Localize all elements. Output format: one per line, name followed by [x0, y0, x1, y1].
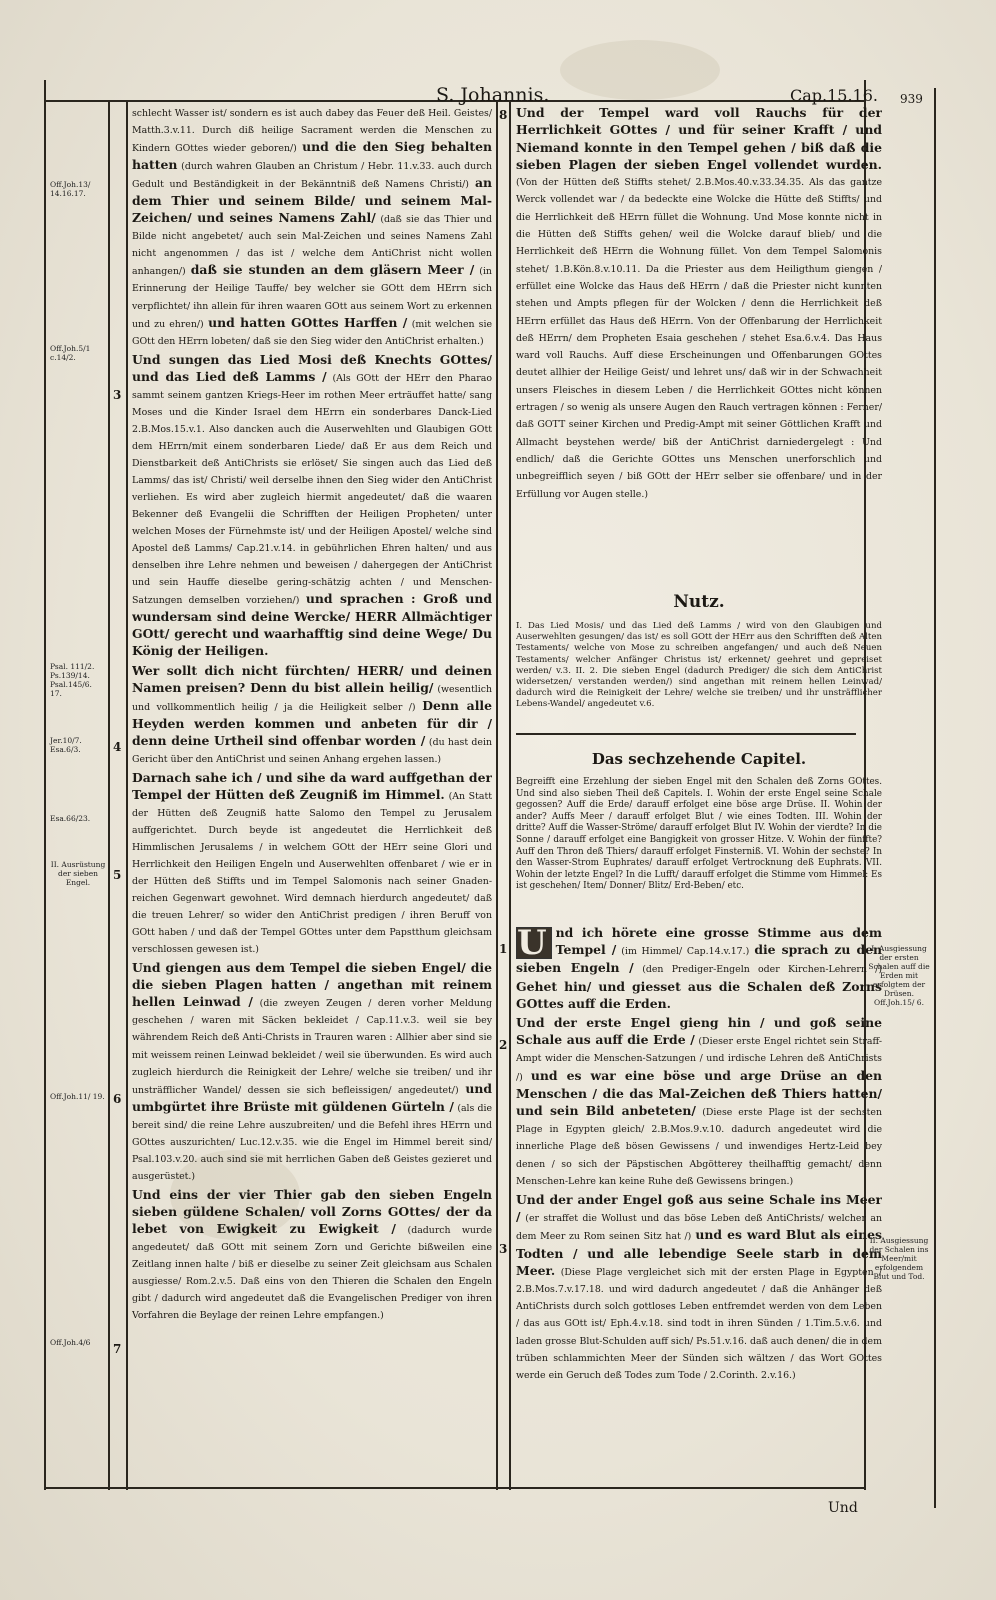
scripture-text: Und eins der vier Thier gab den sieben Engeln sieben güldene Schalen/ voll Zorns GOttes/ der da lebet von Ewigkeit zu Ewigkeit / — [132, 1186, 492, 1236]
margin-note: Esa.66/23. — [50, 814, 91, 823]
margin-note: Off.Joh.11/ 19. — [50, 1092, 105, 1101]
margin-note: Off.Joh.13/ 14.16.17. — [50, 180, 91, 198]
margin-note: Off.Joh.4/6 — [50, 1338, 91, 1347]
running-title: S. Johannis. — [436, 84, 550, 106]
verse-number: 6 — [113, 1092, 122, 1106]
commentary: (Diese erste Plage ist der sechsten Plage in Egypten gleich/ 2.B.Mos.9.v.10. dadurch angedeutet wird die innerliche Plage deß bösen Gewissens / und inwendiges Hertz-Leid bey denen / so sich der Päpstischen Abgötterey theilhafftig gemacht/ denn Menschen-Lehre kan keine Ruhe deß Gewissens bringen.) — [516, 1107, 882, 1187]
scripture-text: Und der Tempel ward voll Rauchs für der Herrlichkeit GOttes / und für seiner Krafft / und Niemand konnte in den Tempel gehen / biß daß die sieben Plagen der sieben Engel vollendet wurden. — [516, 105, 882, 172]
footer-rule — [44, 1487, 864, 1489]
commentary: (durch wahren Glauben an Christum / Hebr. 11.v.33. auch durch Gedult und Beständigkeit in der Bekänntniß deß Namens Christi/) — [132, 161, 492, 191]
verse-number: 3 — [113, 388, 122, 402]
commentary: (in Erinnerung der Heilige Tauffe/ bey welcher sie GOtt dem HErrn sich verpflichtet/ ihn allein für ihren waaren GOtt aus seinem Wort zu erkennen und zu ehren/) — [132, 266, 492, 330]
margin-note: Jer.10/7. Esa.6/3. — [50, 736, 82, 754]
left-text-column — [132, 105, 492, 1483]
scripture-text: Darnach sahe ich / und sihe da ward auffgethan der Tempel der Hütten deß Zeugniß im Himmel. — [132, 769, 492, 802]
section-rule — [516, 733, 856, 735]
right-margin-note: I. Ausgiessung der ersten Schalen auff die Erden mit erfolgtem der Drüsen. Off.Joh.15/ 6. — [868, 944, 930, 1007]
verse-rule-left — [126, 100, 128, 1490]
right-margin-note: II. Ausgiessung der Schalen ins Meer/mit erfolgendem Blut und Tod. — [869, 1236, 929, 1281]
scripture-text: Denn alle Heyden werden kommen und anbeten für dir / denn deine Urtheil sind offenbar worden / — [132, 697, 492, 748]
nutz-paragraph: I. Das Lied Mosis/ und das Lied deß Lamms / wird von den Glaubigen und Auserwehlten gesungen/ das ist/ es soll GOtt der HErr aus den Schrifften deß Alten Testaments/ welche von Mose zu schreiben angefangen/ und auch deß Neuen Testaments/ welcher Anfänger Christus ist/ erkennet/ geehret und gepreiset werden/ v.3. II. 2. Die sieben Engel (dadurch Prediger/ die sich dem AntiChrist widersetzen/ verstanden werden/) sind angethan mit reinem hellen Leinwad/ dadurch wird die Reinigkeit der Lehre/ welche sie treiben/ und ihr unsträfflicher Lebens-Wandel/ angedeutet v.6. — [516, 621, 882, 710]
commentary: (den Prediger-Engeln oder Kirchen-Lehrern /) — [642, 964, 882, 976]
margin-note: II. Ausrüstung der sieben Engel. — [50, 860, 106, 887]
scripture-text: Gehet hin/ und giesset aus die Schalen deß Zorns GOttes auff die Erden. — [516, 978, 882, 1011]
scripture-text: Und giengen aus dem Tempel die sieben Engel/ die die sieben Plagen hatten / angethan mit reinem hellen Leinwad / — [132, 960, 492, 1010]
scripture-text: Und der erste Engel gieng hin / und goß seine Schale aus auff die Erde / — [516, 1015, 882, 1048]
chapter-label: Cap.15.16. — [790, 86, 878, 105]
commentary: (Von der Hütten deß Stiffts stehet/ 2.B.Mos.40.v.33.34.35. Als das gantze Werck vollendet war / da bedeckte eine Wolcke die Hütte deß Stiffts/ und die Herrlichkeit deß HErrn füllet die Wohnung. Und Mose konnte nicht in die Hütten deß Stiffts gehen/ weil die Wolcke darauf blieb/ und die Herrlichkeit deß HErrn die Wohnung füllet. Von dem Tempel Salomonis stehet/ 1.B.Kön.8.v.10.11. Da die Priester aus dem Heiligthum giengen / erfüllet eine Wolcke das Haus deß HErrn / daß die Priester nicht kunnten stehen und Ampts pflegen für der Wolcken / denn die Herrlichkeit deß HErrn erfüllet das Haus deß HErrn. Von der Offenbarung der Herrlichkeit deß HErrn/ dem Propheten Esaia geschehen / stehet Esa.6.v.4. Das Haus ward voll Rauchs. Auff diese Erscheinungen und Offenbarungen GOttes deutet allhier der Heilige Geist/ und lehret uns/ daß wir in der Schwachheit unsers Fleisches in diesem Leben / die Herrlichkeit GOttes nicht können ertragen / so wenig als unsere Augen den Rauch vertragen können : Ferner/ daß GOTT seiner Kirchen und Predig-Ampt mit seiner Göttlichen Krafft und Allmacht beystehen werde/ biß der AntiChrist darniedergelegt : Und endlich/ daß die Gerichte GOttes uns Menschen unerforschlich und unbegreifflich seyen / biß GOtt der HErr selber sie offenbare/ und in der Erfüllung vor Augen stelle.) — [516, 177, 882, 500]
commentary: (wesentlich und vollkommentlich heilig / ja die Heiligkeit selber /) — [132, 683, 492, 713]
commentary: schlecht Wasser ist/ sondern es ist auch dabey das Feuer deß Heil. Geistes/ Matth.3.v.11. Durch diß heilige Sacrament werden die Menschen zu Kindern GOttes wieder geboren/) — [132, 108, 492, 155]
scripture-text: und es war eine böse und arge Drüse an den Menschen / die das Mal-Zeichen deß Thiers hatten/ und sein Bild anbeteten/ — [516, 1067, 882, 1119]
verse-number: 5 — [113, 868, 122, 882]
scripture-text: und es ward Blut als eines Todten / und alle lebendige Seele starb in dem Meer. — [516, 1227, 882, 1278]
catchword: Und — [828, 1500, 858, 1516]
outer-right-rule — [934, 88, 936, 1508]
commentary: (Als GOtt der HErr den Pharao sammt seinem gantzen Kriegs-Heer im rothen Meer erträuffet hatte/ sang Moses und die Kinder Israel dem HErrn ein sonderbares Danck-Lied 2.B.Mos.15.v.1. Also dancken auch die Auserwehlten und Glaubigen GOtt dem HErrn/mit einem sonderbaren Liede/ daß Er aus dem Reich und Dienstbarkeit deß AntiChrists sie erlöset/ Sie singen auch das Lied deß Lamms/ das ist/ Christi/ weil derselbe ihnen den Sieg wider den AntiChrist verliehen. Es wird aber zugleich hiermit angedeutet/ daß die waaren Bekenner deß Evangelii die Schrifften der Heiligen Propheten/ unter welchen Moses der Fürnehmste ist/ und der Heiligen Apostel/ welche sind Apostel deß Lamms/ Cap.21.v.14. in gebührlichen Ehren halten/ und aus denselben ihre Lehre nehmen und beweisen / dahergegen der AntiChrist und sein Hauffe dieselbe gering-schätzig achten / und Menschen-Satzungen demselben vorziehen/) — [132, 372, 492, 607]
scripture-text: Und sungen das Lied Mosi deß Knechts GOttes/ und das Lied deß Lamms / — [132, 351, 492, 384]
commentary: (Diese Plage vergleichet sich mit der ersten Plage in Egypten / 2.B.Mos.7.v.17.18. und wird dadurch angedeutet / daß die Anhänger deß AntiChrists durch solch gottloses Leben entfremdet werden von dem Leben / das aus GOtt ist/ Eph.4.v.18. sind todt in ihren Sünden / 1.Tim.5.v.6. und laden grosse Blut-Schulden auff sich/ Ps.51.v.16. daß auch denen/ die in dem trüben schlammichten Meer der Sünden sich wältzen / das Wort GOttes werde ein Geruch deß Todes zum Tode / 2.Corinth. 2.v.16.) — [516, 1266, 882, 1382]
column-divider-rule-2 — [509, 100, 511, 1490]
scripture-text: an dem Thier und seinem Bilde/ und seinem Mal-Zeichen/ und seines Namens Zahl/ — [132, 175, 492, 226]
scripture-text: die sprach zu den sieben Engeln / — [516, 942, 882, 976]
scripture-text: daß sie stunden an dem gläsern Meer / — [190, 262, 475, 278]
commentary: (du hast dein Gericht über den AntiChrist und seinen Anhang ergehen lassen.) — [132, 736, 492, 765]
commentary: (Dieser erste Engel richtet sein Straff-Ampt wider die Menschen-Satzungen / und irdische Lehren deß AntiChrists /) — [516, 1036, 882, 1083]
margin-rule-left — [108, 100, 110, 1490]
commentary: (er straffet die Wollust und das böse Leben deß AntiChrists/ welcher an dem Meer zu Rom seinen Sitz hat /) — [516, 1213, 882, 1243]
commentary: (An Statt der Hütten deß Zeugniß hatte Salomo den Tempel zu Jerusalem auffgerichtet. Durch beyde ist angedeutet die Herrlichkeit deß Himmlischen Jerusalems / in welchem GOtt der HErr seine Glori und Herrlichkeit den Heiligen Engeln und Auserwehlten offenbaret / wie er in der Hütten deß Stiffts und im Tempel Salomonis nach seiner Gnaden-reichen Gegenwart gewohnet. Wird demnach hierdurch angedeutet/ daß die treuen Lehrer/ so wider den AntiChrist predigen / ihren Beruff von GOtt haben / und daß der Tempel GOttes unter dem Papstthum gleichsam verschlossen gewesen ist.) — [132, 790, 492, 956]
summary-paragraph: Begreifft eine Erzehlung der sieben Engel mit den Schalen deß Zorns GOttes. Und sind also sieben Theil deß Capitels. I. Wohin der erste Engel seine Schale gegossen? Auff die Erde/ darauff erfolget eine böse arge Drüse. II. Wohin der ander? Auffs Meer / darauff erfolget Blut / wie eines Todten. III. Wohin der dritte? Auff die Wasser-Ströme/ darauff erfolget Blut IV. Wohin der vierdte? In die Sonne / darauff erfolget eine Bangigkeit von grosser Hitze. V. Wohin der fünffte? Auff den Thron deß Thiers/ darauff erfolget Finsterniß. VI. Wohin der sechste? In den Wasser-Strom Euphrates/ darauff erfolget Vertrocknung deß Euphrats. VII. Wohin der letzte Engel? In die Lufft/ darauff erfolget die Stimme vom Himmel: Es ist geschehen/ Item/ Donner/ Blitz/ Erd-Beben/ etc. — [516, 777, 882, 892]
scripture-text: und umbgürtet ihre Brüste mit güldenen Gürteln / — [132, 1080, 492, 1114]
commentary: (dadurch wurde angedeutet/ daß GOtt mit seinem Zorn und Gerichte bißweilen eine Zeitlang innen halte / biß er dieselbe zu seiner Zeit gleichsam aus Schalen ausgiesse/ Rom.2.v.5. Daß eins von den Thieren die Schalen den Engeln gibt / dadurch wird angedeutet daß die Evangelischen Prediger von ihren Vorfahren die Beylage der reinen Lehre empfangen.) — [132, 1225, 492, 1322]
verse-number: 4 — [113, 740, 122, 754]
scripture-text: und die den Sieg behalten hatten — [132, 139, 492, 173]
commentary: (die zweyen Zeugen / deren vorher Meldung geschehen / waren mit Säcken bekleidet / Cap.11.v.3. weil sie bey währendem Reich deß Anti-Christs in Trauren waren : Allhier aber sind sie mit weissem reinen Leinwad bekleidet / weil sie überwunden. Es wird auch zugleich hierdurch die Reinigkeit der Lehre/ welche sie treiben/ und ihr unsträfflicher Wandel/ dessen sie sich befleissigen/ angedeutet/) — [132, 998, 492, 1096]
verse-number: 2 — [499, 1038, 508, 1052]
scripture-text: Wer sollt dich nicht fürchten/ HERR/ und deinen Namen preisen? Denn du bist allein heilig/ — [132, 662, 492, 695]
scripture-text: und sprachen : Groß und wundersam sind deine Wercke/ HERR Allmächtiger GOtt/ gerecht und waarhafftig sind deine Wege/ Du König der Heiligen. — [132, 591, 492, 659]
scripture-text: und hatten GOttes Harffen / — [208, 314, 408, 330]
column-divider-rule — [496, 100, 498, 1490]
verse-number: 3 — [499, 1242, 508, 1256]
commentary: (im Himmel/ Cap.14.v.17.) — [621, 946, 750, 958]
paper-stain — [560, 40, 720, 100]
verse-number: 8 — [499, 108, 508, 122]
drop-cap: U — [516, 927, 552, 959]
folio-number: 939 — [900, 92, 923, 106]
commentary: (mit welchen sie GOtt den HErrn lobeten/ daß sie den Sieg wider den AntiChrist erhalten.) — [132, 318, 492, 347]
verse-number: 7 — [113, 1342, 122, 1356]
right-text-column-top — [516, 105, 882, 585]
nutz-heading: Nutz. — [673, 592, 725, 612]
scripture-text: Und der ander Engel goß aus seine Schale ins Meer / — [516, 1192, 882, 1225]
scripture-text: nd ich hörete eine grosse Stimme aus dem Tempel / — [555, 925, 882, 958]
margin-note: Off.Joh.5/1 c.14/2. — [50, 344, 91, 362]
nutz-text — [516, 621, 882, 721]
chapter-summary — [516, 777, 882, 913]
outer-left-rule — [44, 80, 46, 1490]
commentary: (als die bereit sind/ die reine Lehre auszubreiten/ und die Befehl ihres HErrn und GOttes auszurichten/ Luc.12.v.35. wie die Engel im Himmel bereit sind/ Psal.103.v.20. auch sind sie mit herrlichen Gaben deß Geistes gezieret und ausgerüstet.) — [132, 1102, 492, 1182]
chapter-16-text — [516, 925, 882, 1480]
verse-number: 1 — [499, 942, 508, 956]
chapter-heading: Das sechzehende Capitel. — [591, 750, 807, 768]
margin-note: Psal. 111/2. Ps.139/14. Psal.145/6. 17. — [50, 662, 95, 698]
commentary: (daß sie das Thier und Bilde nicht angebetet/ auch sein Mal-Zeichen und seines Namens Zahl nicht angenommen / das ist / welche dem AntiChrist nicht wollen anhangen/) — [132, 214, 492, 278]
